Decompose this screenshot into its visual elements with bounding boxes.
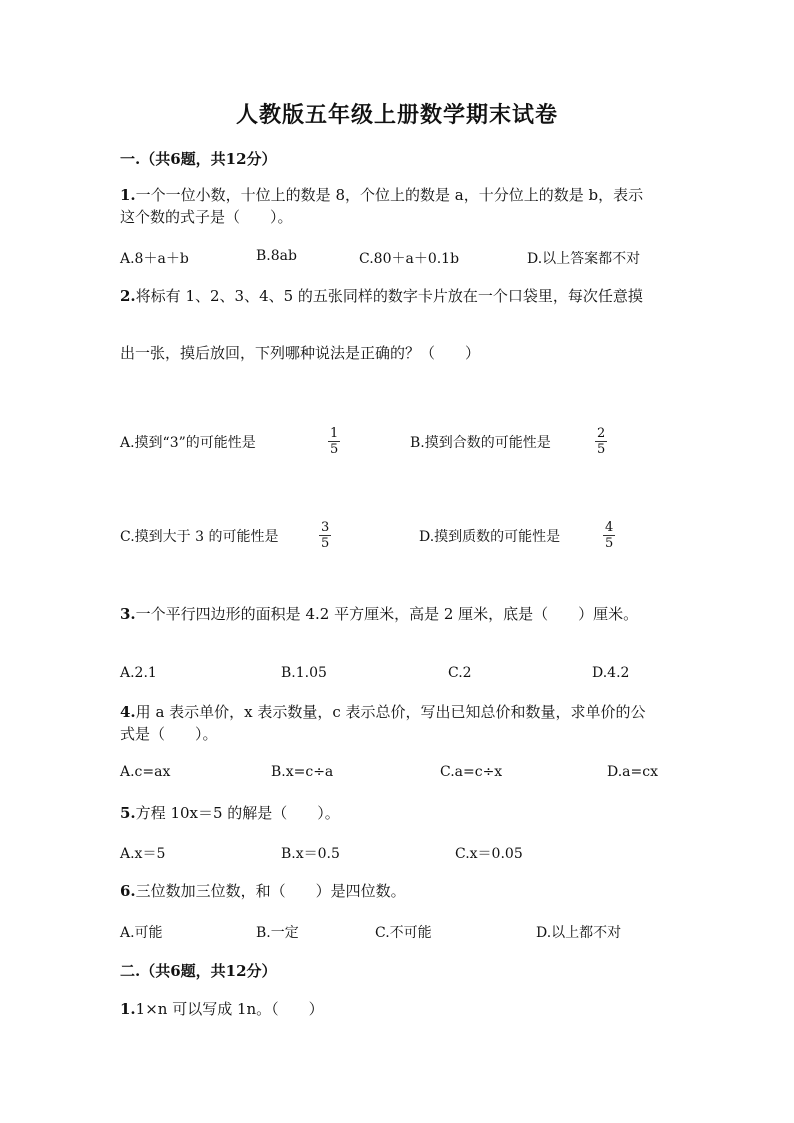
- question-2-line-1: [120, 285, 643, 307]
- question-number: 5.: [120, 804, 136, 822]
- question-text: 1×n 可以写成 1n。（ ）: [135, 1000, 324, 1018]
- option-a: A.x＝5: [120, 846, 166, 862]
- option-c: C.x＝0.05: [455, 846, 523, 862]
- question-text: 一个一位小数，十位上的数是 8，个位上的数是 a，十分位上的数是 b，表示: [135, 186, 644, 204]
- question-text: 这个数的式子是（ ）。: [120, 208, 293, 226]
- question-number: 1.: [120, 1000, 136, 1018]
- question-text: 将标有 1、2、3、4、5 的五张同样的数字卡片放在一个口袋里，每次任意摸: [135, 287, 643, 305]
- numerator: 1: [330, 426, 339, 441]
- option-b: B.8ab: [256, 248, 297, 264]
- option-c: C.a=c÷x: [440, 764, 503, 780]
- fraction: [319, 520, 331, 551]
- section-1-header: 一.（共6题，共12分）: [120, 150, 277, 168]
- fraction: [328, 426, 340, 457]
- question-6: [120, 880, 406, 902]
- option-d: D.以上答案都不对: [527, 251, 641, 267]
- question-number: 3.: [120, 605, 136, 623]
- denominator: 5: [330, 442, 339, 457]
- denominator: 5: [321, 536, 330, 551]
- option-c: C.2: [448, 665, 472, 681]
- option-a: A.c=ax: [120, 764, 171, 780]
- question-4: [120, 701, 646, 745]
- option-d: D.a=cx: [607, 764, 658, 780]
- question-text: 方程 10x＝5 的解是（ ）。: [135, 804, 340, 822]
- question-number: 6.: [120, 882, 136, 900]
- option-c: C.80＋a＋0.1b: [359, 251, 460, 267]
- question-3: [120, 603, 638, 625]
- question-1: [120, 184, 643, 228]
- question-text: 用 a 表示单价，x 表示数量，c 表示总价，写出已知总价和数量，求单价的公: [135, 703, 646, 721]
- question-text: 三位数加三位数，和（ ）是四位数。: [135, 882, 406, 900]
- option-b: B.一定: [256, 925, 299, 941]
- denominator: 5: [597, 442, 606, 457]
- question-2-line-2: 出一张，摸后放回，下列哪种说法是正确的？（ ）: [120, 344, 481, 362]
- question-number: 1.: [120, 186, 136, 204]
- section-2-header: 二.（共6题，共12分）: [120, 962, 277, 980]
- question-text: 一个平行四边形的面积是 4.2 平方厘米，高是 2 厘米，底是（ ）厘米。: [135, 605, 639, 623]
- option-b: B.摸到合数的可能性是: [410, 435, 551, 451]
- question-number: 4.: [120, 703, 136, 721]
- option-a: A.8＋a＋b: [120, 251, 189, 267]
- option-c: C.不可能: [375, 925, 432, 941]
- section-2-question-1: [120, 998, 324, 1020]
- numerator: 3: [321, 520, 330, 535]
- question-5: [120, 802, 340, 824]
- fraction: [595, 426, 607, 457]
- option-b: B.1.05: [281, 665, 327, 681]
- option-d: D.摸到质数的可能性是: [419, 529, 561, 545]
- option-a: A.可能: [120, 925, 163, 941]
- option-d: D.以上都不对: [536, 925, 622, 941]
- fraction: [603, 520, 615, 551]
- numerator: 2: [597, 426, 606, 441]
- option-c: C.摸到大于 3 的可能性是: [120, 529, 279, 545]
- page-title: 人教版五年级上册数学期末试卷: [235, 102, 558, 128]
- question-text: 式是（ ）。: [120, 725, 218, 743]
- option-d: D.4.2: [592, 665, 630, 681]
- option-b: B.x=c÷a: [271, 764, 334, 780]
- option-a: A.2.1: [120, 665, 157, 681]
- numerator: 4: [605, 520, 614, 535]
- option-a: A.摸到“3”的可能性是: [120, 435, 256, 451]
- denominator: 5: [605, 536, 614, 551]
- question-number: 2.: [120, 287, 136, 305]
- option-b: B.x＝0.5: [281, 846, 340, 862]
